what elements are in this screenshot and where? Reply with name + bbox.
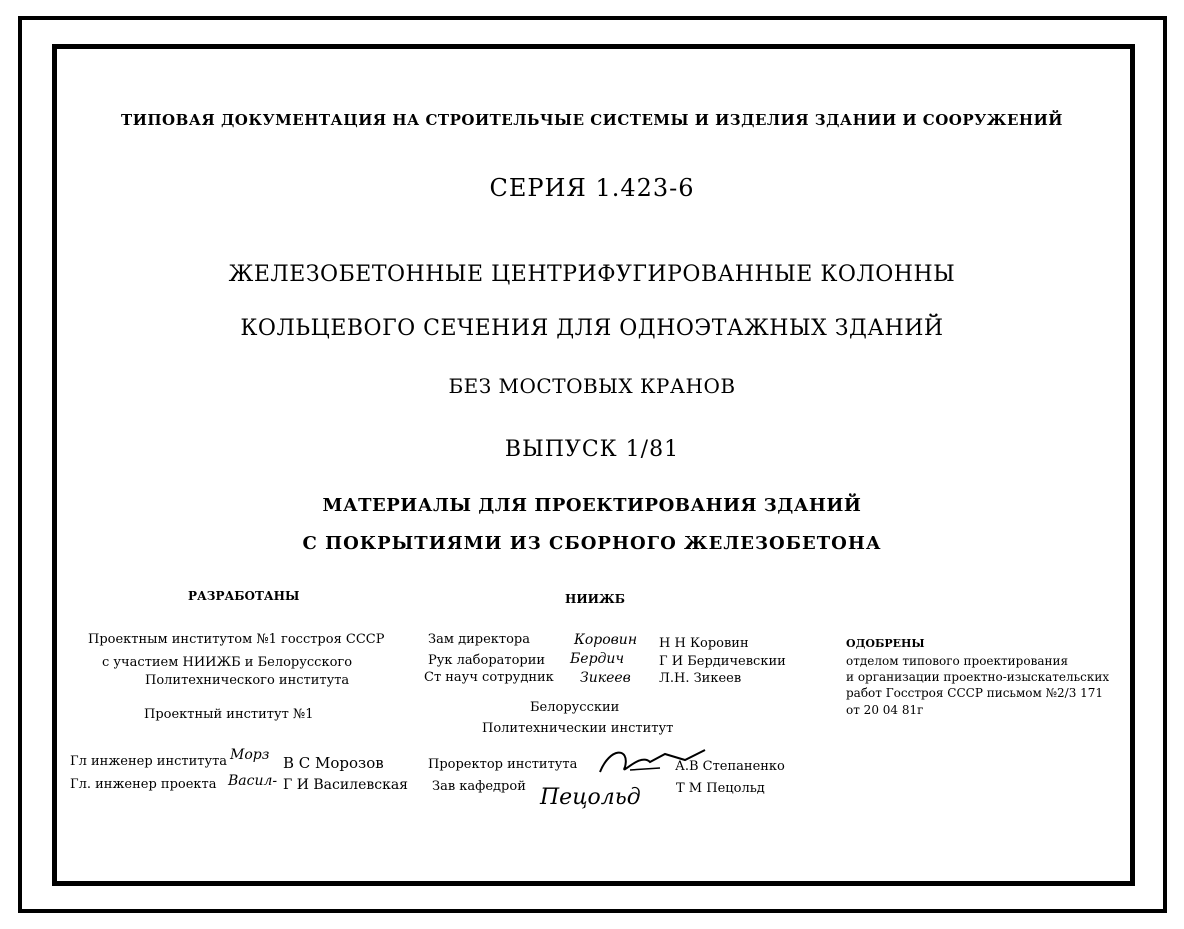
signature-berdichevsky: Бердич (570, 651, 625, 667)
approved-label: ОДОБРЕНЫ (846, 637, 925, 650)
belorussian-label: Белорусскии (530, 700, 620, 715)
approved-line-1: отделом типового проектирования (846, 654, 1069, 668)
niizhb-name-2: Г И Бердичевскии (659, 654, 786, 669)
niizhb-role-2: Рук лаборатории (428, 653, 546, 668)
niizhb-name-1: Н Н Коровин (659, 636, 749, 651)
prorector-name: А.В Степаненко (675, 759, 785, 774)
series-number: СЕРИЯ 1.423-6 (489, 174, 695, 202)
approved-line-2: и организации проектно-изыскательских (846, 670, 1110, 684)
signature-petsold: Пецольд (540, 785, 641, 810)
head-department-role: Зав кафедрой (432, 779, 526, 794)
chief-engineer-project-role: Гл. инженер проекта (70, 777, 217, 792)
prorector-role: Проректор института (428, 757, 578, 772)
developed-line-2: с участием НИИЖБ и Белорусского (102, 655, 353, 670)
developed-line-4: Проектный институт №1 (144, 707, 314, 722)
signature-morozov: Морз (230, 747, 270, 763)
chief-engineer-institute-role: Гл инженер института (70, 754, 228, 769)
issue-number: ВЫПУСК 1/81 (504, 437, 680, 462)
document-header: ТИПОВАЯ ДОКУМЕНТАЦИЯ НА СТРОИТЕЛЬЧЫЕ СИСТЕМЫ И ИЗДЕЛИЯ ЗДАНИИ И СООРУЖЕНИЙ (121, 111, 1063, 129)
developed-label: РАЗРАБОТАНЫ (188, 589, 300, 603)
approved-line-4: от 20 04 81г (846, 703, 924, 717)
niizhb-role-3: Ст науч сотрудник (424, 670, 554, 685)
niizhb-role-1: Зам директора (428, 632, 530, 647)
chief-engineer-institute-name: В С Морозов (283, 754, 384, 772)
materials-line-2: С ПОКРЫТИЯМИ ИЗ СБОРНОГО ЖЕЛЕЗОБЕТОНА (302, 533, 882, 554)
materials-line-1: МАТЕРИАЛЫ ДЛЯ ПРОЕКТИРОВАНИЯ ЗДАНИЙ (322, 495, 862, 516)
niizhb-name-3: Л.Н. Зикеев (659, 671, 742, 686)
signature-korovin: Коровин (574, 632, 638, 648)
approved-line-3: работ Госстроя СССР письмом №2/3 171 (846, 686, 1104, 700)
niizhb-label: НИИЖБ (565, 592, 626, 606)
developed-line-1: Проектным институтом №1 госстроя СССР (88, 632, 385, 647)
developed-line-3: Политехнического института (145, 673, 350, 688)
signature-vasilevskaya: Васил- (228, 773, 278, 789)
title-line-2: КОЛЬЦЕВОГО СЕЧЕНИЯ ДЛЯ ОДНОЭТАЖНЫХ ЗДАНИЙ (240, 316, 944, 341)
head-department-name: Т М Пецольд (676, 781, 765, 796)
chief-engineer-project-name: Г И Василевская (283, 777, 409, 793)
belorussian-polytech: Политехническии институт (482, 721, 674, 736)
title-line-3: БЕЗ МОСТОВЫХ КРАНОВ (448, 374, 736, 398)
signature-zikeev: Зикеев (580, 670, 631, 686)
title-line-1: ЖЕЛЕЗОБЕТОННЫЕ ЦЕНТРИФУГИРОВАННЫЕ КОЛОННЫ (228, 262, 956, 287)
